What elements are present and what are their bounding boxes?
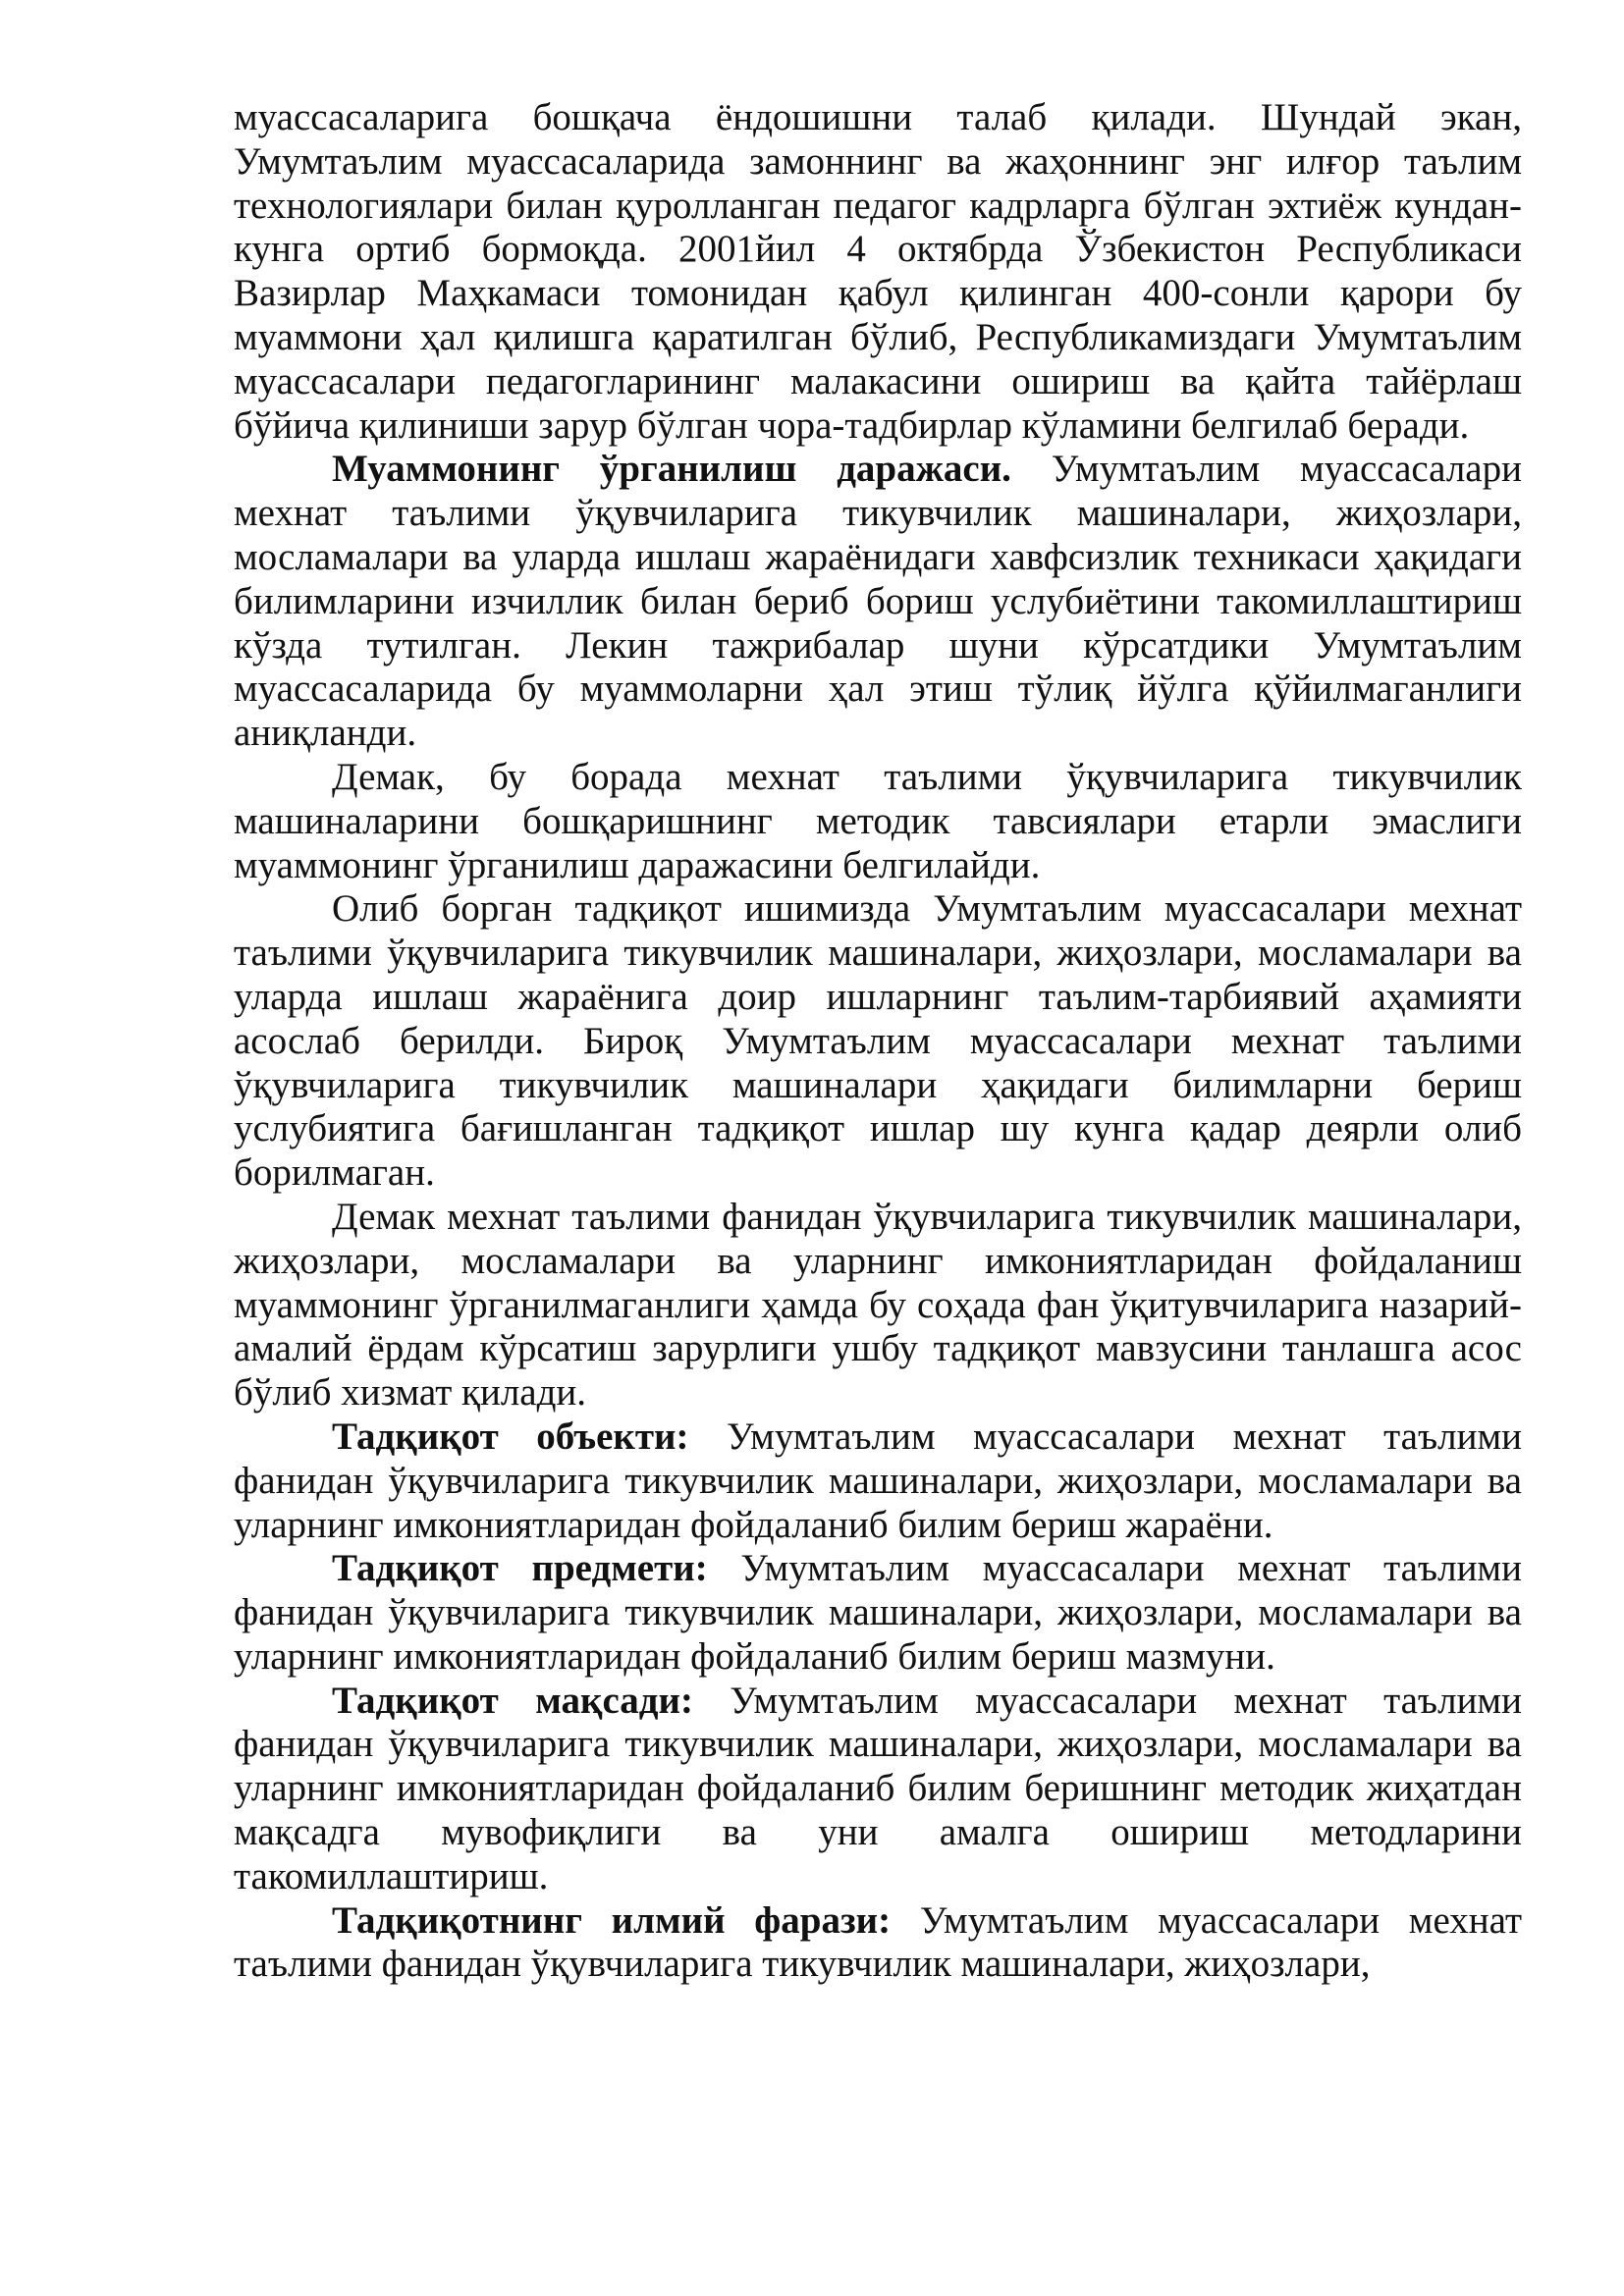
paragraph-research-hypothesis xyxy=(234,1899,1522,1988)
paragraph-text: муассасаларига бошқача ёндошишни талаб қилади. Шундай экан, Умумтаълим муассасаларида замоннинг ва жаҳоннинг энг илғор таълим технологиялари билан қуролланган педагог кадрларга бўлган эхтиёж кундан-кунга ортиб бормоқда. 2001йил 4 октябрда Ўзбекистон Республикаси Вазирлар Маҳкамаси томонидан қабул қилинган 400-сонли қарори бу муаммони ҳал қилишга қаратилган бўлиб, Республикамиздаги Умумтаълим муассасалари педагогларининг малакасини ошириш ва қайта тайёрлаш бўйича қилиниши зарур бўлган чора-тадбирлар кўламини белгилаб беради. xyxy=(234,96,1522,447)
paragraph-research-object xyxy=(234,1415,1522,1547)
paragraph-heading: Тадқиқот объекти: xyxy=(332,1415,689,1458)
paragraph-heading: Муаммонинг ўрганилиш даражаси. xyxy=(332,448,1011,491)
paragraph-research-goal xyxy=(234,1680,1522,1899)
paragraph-heading: Тадқиқотнинг илмий фарази: xyxy=(332,1898,892,1942)
paragraph-text: Умумтаълим муассасалари мехнат таълими фанидан ўқувчиларига тикувчилик машиналари, жиҳозлари, xyxy=(234,1898,1522,1986)
paragraph-text: Умумтаълим муассасалари мехнат таълими фанидан ўқувчиларига тикувчилик машиналари, жиҳозлари, мосламалари ва уларнинг имкониятларидан фойдаланиб билим бериш жараёни. xyxy=(234,1415,1522,1546)
paragraph-intro-continued xyxy=(234,96,1522,448)
paragraph-conclusion-two xyxy=(234,1196,1522,1415)
paragraph-text: Умумтаълим муассасалари мехнат таълими фанидан ўқувчиларига тикувчилик машиналари, жиҳозлари, мосламалари ва уларнинг имкониятларидан фойдаланиб билим бериш мазмуни. xyxy=(234,1547,1522,1678)
paragraph-heading: Тадқиқот предмети: xyxy=(332,1547,708,1590)
paragraph-text: Умумтаълим муассасалари мехнат таълими ўқувчиларига тикувчилик машиналари, жиҳозлари, мосламалари ва уларда ишлаш жараёнидаги хавфсизлик техникаси ҳақидаги билимларини изчиллик билан бериб бориш услубиётини такомиллаштириш кўзда тутилган. Лекин тажрибалар шуни кўрсатдики Умумтаълим муассасаларида бу муаммоларни ҳал этиш тўлиқ йўлга қўйилмаганлиги аниқланди. xyxy=(234,448,1522,755)
paragraph-heading: Тадқиқот мақсади: xyxy=(332,1679,693,1722)
paragraph-text: Демак мехнат таълими фанидан ўқувчиларига тикувчилик машиналари, жиҳозлари, мосламалари ва уларнинг имкониятларидан фойдаланиш муаммонинг ўрганилмаганлиги ҳамда бу соҳада фан ўқитувчиларига назарий-амалий ёрдам кўрсатиш зарурлиги ушбу тадқиқот мавзусини танлашга асос бўлиб хизмат қилади. xyxy=(234,1195,1522,1415)
document-body xyxy=(234,96,1522,1987)
paragraph-research-work xyxy=(234,887,1522,1196)
paragraph-text: Демак, бу борада мехнат таълими ўқувчиларига тикувчилик машиналарини бошқаришнинг методик тавсиялари етарли эмаслиги муаммонинг ўрганилиш даражасини белгилайди. xyxy=(234,755,1522,886)
paragraph-conclusion-one xyxy=(234,756,1522,887)
paragraph-research-subject xyxy=(234,1547,1522,1679)
paragraph-study-level xyxy=(234,448,1522,756)
paragraph-text: Олиб борган тадқиқот ишимизда Умумтаълим муассасалари мехнат таълими ўқувчиларига тикувчилик машиналари, жиҳозлари, мосламалари ва уларда ишлаш жараёнига доир ишларнинг таълим-тарбиявий аҳамияти асослаб берилди. Бироқ Умумтаълим муассасалари мехнат таълими ўқувчиларига тикувчилик машиналари ҳақидаги билимларни бериш услубиятига бағишланган тадқиқот ишлар шу кунга қадар деярли олиб борилмаган. xyxy=(234,887,1522,1195)
paragraph-text: Умумтаълим муассасалари мехнат таълими фанидан ўқувчиларига тикувчилик машиналари, жиҳозлари, мосламалари ва уларнинг имкониятларидан фойдаланиб билим беришнинг методик жиҳатдан мақсадга мувофиқлиги ва уни амалга ошириш методларини такомиллаштириш. xyxy=(234,1679,1522,1897)
